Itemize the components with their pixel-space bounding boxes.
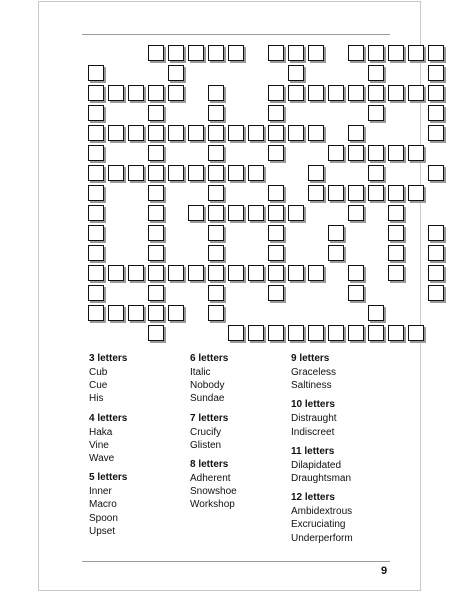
grid-cell xyxy=(208,305,224,321)
word-group-5-letters xyxy=(89,470,189,538)
grid-cell xyxy=(328,185,344,201)
grid-cell xyxy=(208,205,224,221)
word-group-8-letters xyxy=(190,457,290,512)
grid-cell xyxy=(128,165,144,181)
word-item: Italic xyxy=(190,367,211,378)
grid-cell xyxy=(88,145,104,161)
grid-cell xyxy=(148,105,164,121)
grid-cell xyxy=(108,125,124,141)
grid-cell xyxy=(188,45,204,61)
grid-cell xyxy=(208,265,224,281)
grid-cell xyxy=(268,185,284,201)
word-item: Underperform xyxy=(291,532,353,544)
grid-cell xyxy=(428,285,444,301)
grid-cell xyxy=(208,145,224,161)
grid-cell xyxy=(268,225,284,241)
grid-cell xyxy=(268,265,284,281)
group-heading: 7 letters xyxy=(190,412,229,424)
grid-cell xyxy=(308,185,324,201)
grid-cell xyxy=(268,245,284,261)
grid-cell xyxy=(288,325,304,341)
grid-cell xyxy=(268,125,284,141)
grid-cell xyxy=(288,85,304,101)
grid-cell xyxy=(428,245,444,261)
grid-cell xyxy=(148,45,164,61)
grid-cell xyxy=(208,185,224,201)
grid-cell xyxy=(288,265,304,281)
grid-cell xyxy=(288,45,304,61)
grid-cell xyxy=(408,325,424,341)
grid-cell xyxy=(88,165,104,181)
grid-cell xyxy=(328,245,344,261)
header-rule xyxy=(82,34,390,35)
grid-cell xyxy=(348,45,364,61)
grid-cell xyxy=(308,265,324,281)
group-heading: 4 letters xyxy=(89,412,128,424)
grid-cell xyxy=(328,85,344,101)
grid-cell xyxy=(148,185,164,201)
grid-cell xyxy=(348,145,364,161)
grid-cell xyxy=(148,165,164,181)
grid-cell xyxy=(228,205,244,221)
grid-cell xyxy=(88,265,104,281)
word-group-12-letters xyxy=(291,490,391,545)
grid-cell xyxy=(368,85,384,101)
grid-cell xyxy=(148,225,164,241)
grid-cell xyxy=(308,325,324,341)
grid-cell xyxy=(388,185,404,201)
grid-cell xyxy=(108,85,124,101)
word-column-1 xyxy=(89,351,189,543)
word-item: Snowshoe xyxy=(190,486,237,498)
grid-cell xyxy=(328,225,344,241)
grid-cell xyxy=(228,125,244,141)
grid-cell xyxy=(348,285,364,301)
grid-cell xyxy=(428,85,444,101)
word-group-7-letters xyxy=(190,411,290,452)
grid-cell xyxy=(308,45,324,61)
footer-rule xyxy=(82,561,390,562)
grid-cell xyxy=(388,85,404,101)
grid-cell xyxy=(208,105,224,121)
word-item: His xyxy=(89,393,104,405)
grid-cell xyxy=(148,265,164,281)
grid-cell xyxy=(148,125,164,141)
grid-cell xyxy=(248,325,264,341)
grid-cell xyxy=(348,125,364,141)
word-item: Graceless xyxy=(291,367,337,378)
grid-cell xyxy=(228,165,244,181)
word-item: Wave xyxy=(89,453,115,465)
grid-cell xyxy=(388,205,404,221)
grid-cell xyxy=(428,105,444,121)
grid-cell xyxy=(108,165,124,181)
grid-cell xyxy=(208,45,224,61)
word-item: Distraught xyxy=(291,413,337,425)
grid-cell xyxy=(368,165,384,181)
grid-cell xyxy=(368,305,384,321)
grid-cell xyxy=(388,325,404,341)
grid-cell xyxy=(248,205,264,221)
grid-cell xyxy=(88,305,104,321)
grid-cell xyxy=(308,85,324,101)
grid-cell xyxy=(188,205,204,221)
word-item: Adherent xyxy=(190,473,231,485)
grid-cell xyxy=(128,265,144,281)
grid-cell xyxy=(308,165,324,181)
grid-cell xyxy=(388,225,404,241)
grid-cell xyxy=(128,125,144,141)
grid-cell xyxy=(348,265,364,281)
grid-cell xyxy=(148,205,164,221)
word-item: Spoon xyxy=(89,512,118,524)
grid-cell xyxy=(148,85,164,101)
grid-cell xyxy=(148,285,164,301)
grid-cell xyxy=(168,305,184,321)
grid-cell xyxy=(208,245,224,261)
grid-cell xyxy=(268,105,284,121)
grid-cell xyxy=(88,185,104,201)
grid-cell xyxy=(368,65,384,81)
grid-cell xyxy=(208,285,224,301)
grid-cell xyxy=(148,245,164,261)
grid-cell xyxy=(268,45,284,61)
grid-cell xyxy=(88,225,104,241)
grid-cell xyxy=(268,285,284,301)
grid-cell xyxy=(428,265,444,281)
grid-cell xyxy=(188,265,204,281)
grid-cell xyxy=(188,165,204,181)
word-item: Saltiness xyxy=(291,380,332,392)
grid-cell xyxy=(208,85,224,101)
word-item: Inner xyxy=(89,486,112,498)
word-group-11-letters xyxy=(291,444,391,485)
group-heading: 6 letters xyxy=(190,353,229,364)
grid-cell xyxy=(428,165,444,181)
grid-cell xyxy=(408,145,424,161)
grid-cell xyxy=(408,85,424,101)
grid-cell xyxy=(208,225,224,241)
word-item: Glisten xyxy=(190,439,222,451)
word-item: Dilapidated xyxy=(291,459,342,471)
grid-cell xyxy=(368,145,384,161)
grid-cell xyxy=(208,125,224,141)
word-item: Cue xyxy=(89,380,108,392)
grid-cell xyxy=(388,265,404,281)
grid-cell xyxy=(228,45,244,61)
grid-cell xyxy=(408,45,424,61)
grid-cell xyxy=(188,125,204,141)
grid-cell xyxy=(268,205,284,221)
grid-cell xyxy=(128,85,144,101)
group-heading: 10 letters xyxy=(291,399,335,411)
grid-cell xyxy=(408,185,424,201)
grid-cell xyxy=(88,125,104,141)
group-heading: 5 letters xyxy=(89,472,128,484)
grid-cell xyxy=(288,65,304,81)
crossword-grid xyxy=(88,45,384,345)
grid-cell xyxy=(148,305,164,321)
grid-cell xyxy=(88,65,104,81)
word-item: Sundae xyxy=(190,393,225,405)
grid-cell xyxy=(288,125,304,141)
grid-cell xyxy=(288,205,304,221)
grid-cell xyxy=(348,205,364,221)
word-item: Excruciating xyxy=(291,519,346,531)
group-heading: 3 letters xyxy=(89,353,128,364)
word-item: Nobody xyxy=(190,380,225,392)
grid-cell xyxy=(428,225,444,241)
word-item: Indiscreet xyxy=(291,426,335,438)
group-heading: 12 letters xyxy=(291,492,335,504)
group-heading: 8 letters xyxy=(190,459,229,471)
grid-cell xyxy=(368,325,384,341)
grid-cell xyxy=(228,265,244,281)
grid-cell xyxy=(368,105,384,121)
grid-cell xyxy=(428,65,444,81)
grid-cell xyxy=(308,125,324,141)
grid-cell xyxy=(248,165,264,181)
word-item: Macro xyxy=(89,499,117,511)
grid-cell xyxy=(108,265,124,281)
grid-cell xyxy=(148,145,164,161)
grid-cell xyxy=(248,125,264,141)
grid-cell xyxy=(88,285,104,301)
grid-cell xyxy=(268,145,284,161)
word-item: Workshop xyxy=(190,499,235,511)
grid-cell xyxy=(328,325,344,341)
grid-cell xyxy=(168,65,184,81)
word-group-10-letters xyxy=(291,397,391,438)
word-group-3-letters xyxy=(89,351,189,406)
grid-cell xyxy=(348,85,364,101)
page-number: 9 xyxy=(381,565,388,577)
grid-cell xyxy=(348,325,364,341)
word-column-3 xyxy=(291,351,391,550)
grid-cell xyxy=(88,245,104,261)
grid-cell xyxy=(348,185,364,201)
grid-cell xyxy=(168,85,184,101)
word-item: Upset xyxy=(89,525,116,537)
grid-cell xyxy=(88,85,104,101)
grid-cell xyxy=(168,265,184,281)
grid-cell xyxy=(328,145,344,161)
grid-cell xyxy=(268,85,284,101)
word-group-4-letters xyxy=(89,411,189,466)
grid-cell xyxy=(388,145,404,161)
grid-cell xyxy=(228,325,244,341)
grid-cell xyxy=(88,105,104,121)
word-item: Cub xyxy=(89,367,108,378)
word-item: Vine xyxy=(89,439,109,451)
word-column-2 xyxy=(190,351,290,517)
word-item: Ambidextrous xyxy=(291,506,353,518)
grid-cell xyxy=(248,265,264,281)
grid-cell xyxy=(388,245,404,261)
grid-cell xyxy=(88,205,104,221)
grid-cell xyxy=(368,185,384,201)
grid-cell xyxy=(128,305,144,321)
grid-cell xyxy=(168,165,184,181)
group-heading: 11 letters xyxy=(291,445,335,457)
word-item: Crucify xyxy=(190,426,222,438)
word-item: Draughtsman xyxy=(291,473,352,485)
grid-cell xyxy=(368,45,384,61)
group-heading: 9 letters xyxy=(291,353,330,364)
word-group-6-letters xyxy=(190,351,290,406)
grid-cell xyxy=(168,125,184,141)
grid-cell xyxy=(428,125,444,141)
word-group-9-letters xyxy=(291,351,391,392)
grid-cell xyxy=(108,305,124,321)
grid-cell xyxy=(148,325,164,341)
word-item: Haka xyxy=(89,426,113,438)
grid-cell xyxy=(268,325,284,341)
grid-cell xyxy=(388,45,404,61)
grid-cell xyxy=(168,45,184,61)
grid-cell xyxy=(208,165,224,181)
grid-cell xyxy=(428,45,444,61)
